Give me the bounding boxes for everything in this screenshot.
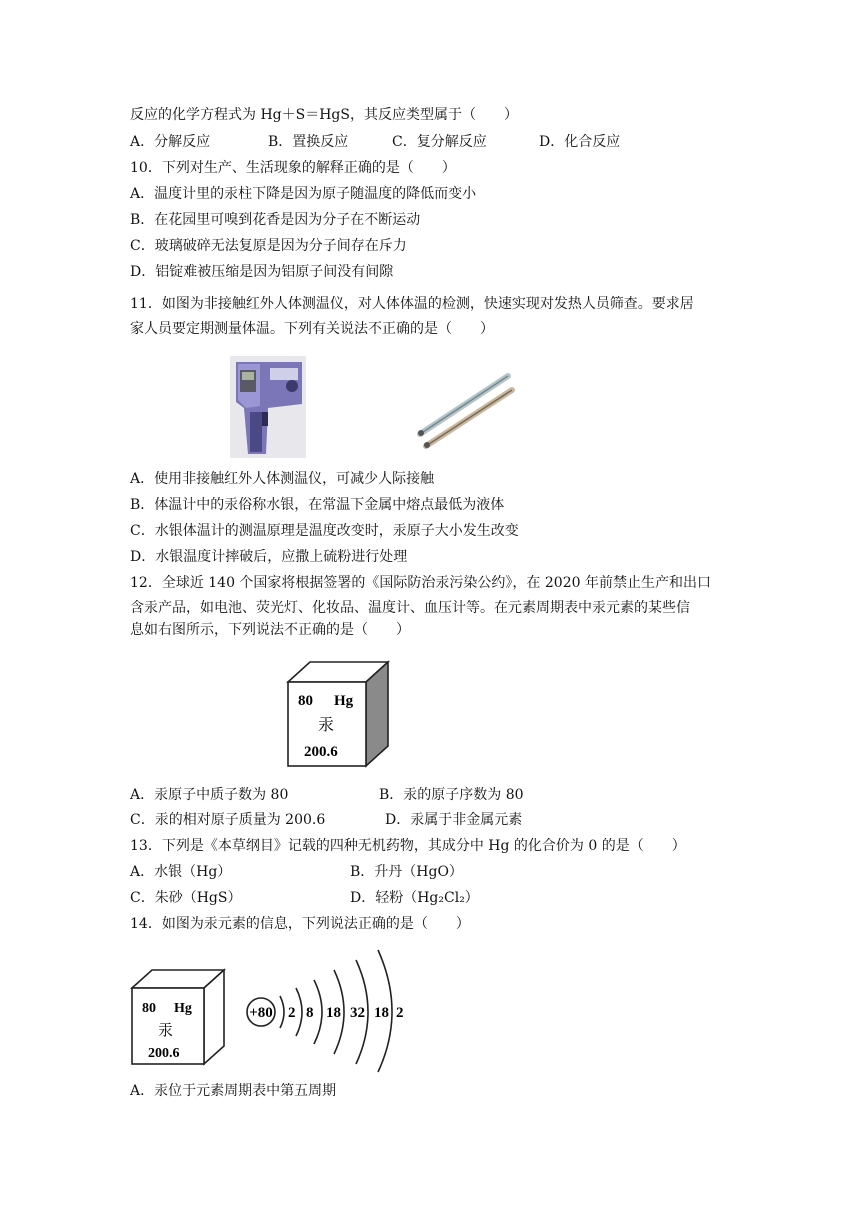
shell-3-electrons: 18 [326, 1005, 341, 1021]
q9-option-a[interactable]: A．分解反应 [130, 134, 211, 150]
q14-atomic-mass: 200.6 [148, 1046, 180, 1061]
q11-option-b[interactable]: B．体温计中的汞俗称水银，在常温下金属中熔点最低为液体 [130, 497, 505, 513]
q9-options [130, 133, 730, 151]
q9-option-c[interactable]: C．复分解反应 [392, 134, 487, 150]
infrared-thermometer-image [230, 356, 306, 458]
q9-option-d[interactable]: D．化合反应 [539, 134, 621, 150]
mercury-thermometer-image [412, 370, 516, 452]
q11-stem-line1: 11．如图为非接触红外人体测温仪，对人体体温的检测，快速实现对发热人员筛查。要求居 [130, 296, 694, 312]
q11-option-d[interactable]: D．水银温度计摔破后，应撒上硫粉进行处理 [130, 549, 408, 565]
nucleus-charge: +80 [249, 1005, 273, 1021]
q14-element-name: 汞 [158, 1021, 174, 1039]
shell-2-electrons: 8 [306, 1005, 314, 1021]
q12-option-c[interactable]: C．汞的相对原子质量为 200.6 [130, 812, 326, 828]
q12-option-a[interactable]: A．汞原子中质子数为 80 [130, 787, 289, 803]
q10-option-d[interactable]: D．铝锭难被压缩是因为铝原子间没有间隙 [130, 264, 394, 280]
q14-element-symbol: Hg [174, 1001, 192, 1016]
q13-options-row1 [130, 863, 730, 881]
q12-options-row2 [130, 811, 730, 829]
q12-stem-line1: 12．全球近 140 个国家将根据签署的《国际防治汞污染公约》，在 2020 年前禁止生产和出口 [130, 575, 711, 591]
q12-stem-line3: 息如右图所示，下列说法不正确的是（ ） [130, 622, 410, 638]
q10-option-c[interactable]: C．玻璃破碎无法复原是因为分子间存在斥力 [130, 238, 407, 254]
element-cube-q12 [286, 660, 390, 768]
q10-option-b[interactable]: B．在花园里可嗅到花香是因为分子在不断运动 [130, 212, 421, 228]
q12-atomic-number: 80 [298, 693, 313, 709]
q14-stem: 14．如图为汞元素的信息，下列说法正确的是（ ） [130, 916, 470, 932]
q13-stem: 13．下列是《本草纲目》记载的四种无机药物，其成分中 Hg 的化合价为 0 的是（ ） [130, 838, 686, 854]
q12-options-row1 [130, 786, 730, 804]
q12-element-symbol: Hg [334, 693, 354, 709]
shell-4-electrons: 32 [350, 1005, 365, 1021]
q11-stem-line2: 家人员要定期测量体温。下列有关说法不正确的是（ ） [130, 321, 494, 337]
q14-atomic-number: 80 [142, 1001, 156, 1016]
q12-option-b[interactable]: B．汞的原子序数为 80 [379, 787, 524, 803]
q13-options-row2 [130, 889, 730, 907]
q12-atomic-mass: 200.6 [304, 744, 338, 760]
q14-option-a[interactable]: A．汞位于元素周期表中第五周期 [130, 1083, 337, 1099]
q12-element-name: 汞 [318, 715, 335, 734]
q10-stem: 10．下列对生产、生活现象的解释正确的是（ ） [130, 160, 456, 176]
q13-option-a[interactable]: A．水银（Hg） [130, 864, 232, 880]
q11-option-a[interactable]: A．使用非接触红外人体测温仪，可减少人际接触 [130, 471, 435, 487]
q13-option-c[interactable]: C．朱砂（HgS） [130, 890, 242, 906]
shell-5-electrons: 18 [374, 1005, 389, 1021]
q10-option-a[interactable]: A．温度计里的汞柱下降是因为原子随温度的降低而变小 [130, 186, 477, 202]
q11-option-c[interactable]: C．水银体温计的测温原理是温度改变时，汞原子大小发生改变 [130, 523, 519, 539]
q13-option-b[interactable]: B．升丹（HgO） [350, 864, 463, 880]
q12-stem-line2: 含汞产品，如电池、荧光灯、化妆品、温度计、血压计等。在元素周期表中汞元素的某些信 [130, 600, 690, 616]
q12-option-d[interactable]: D．汞属于非金属元素 [385, 812, 523, 828]
q13-option-d[interactable]: D．轻粉（Hg₂Cl₂） [350, 890, 479, 906]
element-cube-q14 [130, 968, 226, 1066]
shell-1-electrons: 2 [288, 1005, 296, 1021]
q9-option-b[interactable]: B．置换反应 [268, 134, 349, 150]
shell-6-electrons: 2 [396, 1005, 404, 1021]
atomic-structure-diagram [240, 944, 410, 1074]
q9-stem: 反应的化学方程式为 Hg＋S＝HgS，其反应类型属于（ ） [130, 107, 518, 123]
